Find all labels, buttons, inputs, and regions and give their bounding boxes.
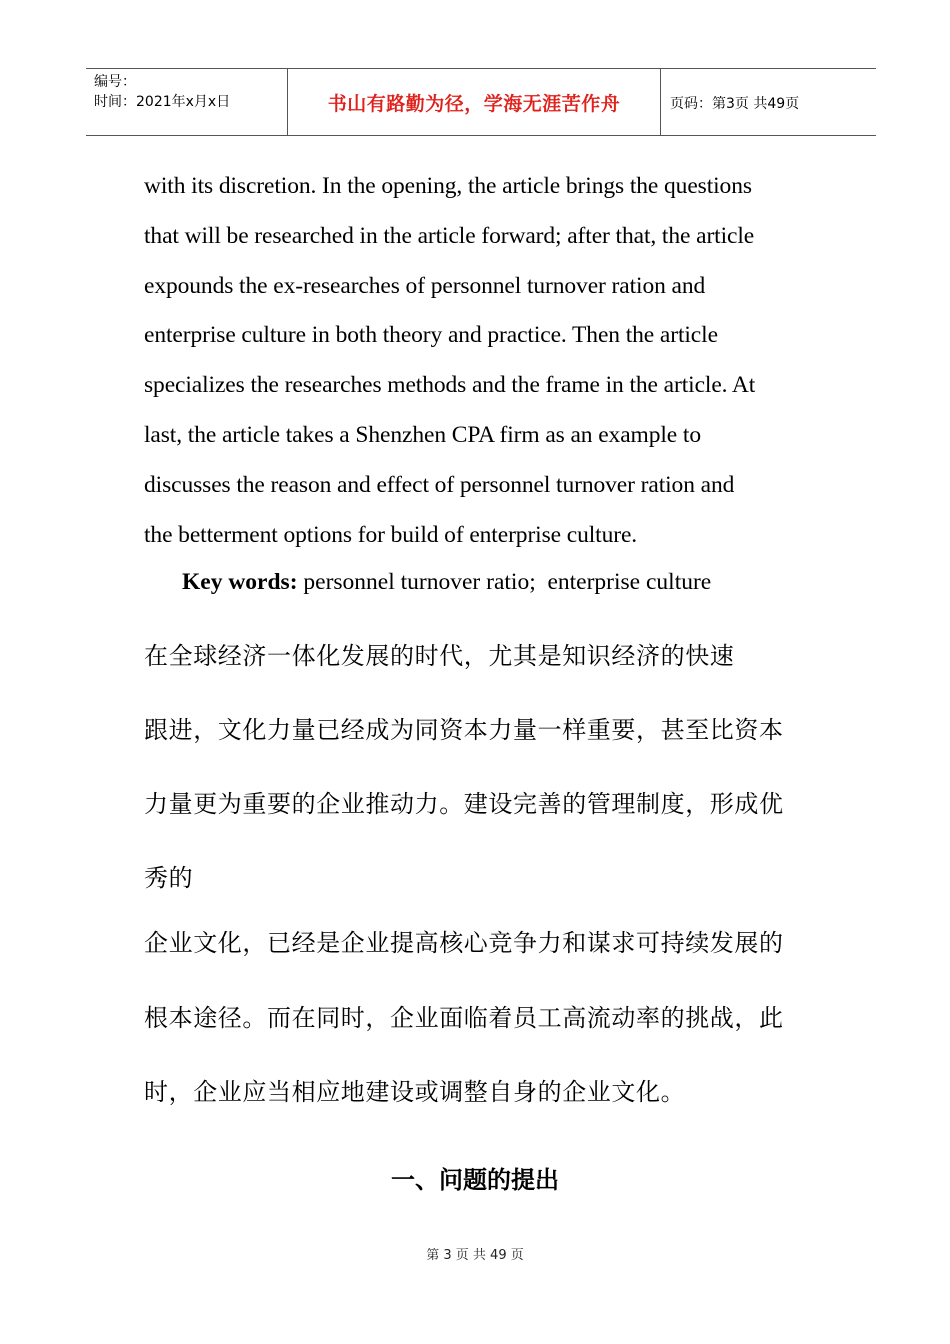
- abstract-line: expounds the ex-researches of personnel turnover ration and: [144, 272, 706, 299]
- abstract-line: enterprise culture in both theory and practice. Then the article: [144, 322, 718, 349]
- abstract-line: discusses the reason and effect of personnel turnover ration and: [144, 471, 735, 498]
- body-line: 秀的: [144, 864, 194, 892]
- section-heading: 一、问题的提出: [391, 1166, 559, 1194]
- body-line: 跟进，文化力量已经成为同资本力量一样重要，甚至比资本: [144, 716, 784, 744]
- body-line: 时，企业应当相应地建设或调整自身的企业文化。: [144, 1078, 686, 1106]
- abstract-line: that will be researched in the article forward; after that, the article: [144, 222, 755, 249]
- keywords: [182, 562, 711, 602]
- serial-number-label: 编号：: [94, 74, 136, 90]
- body-line: 力量更为重要的企业推动力。建设完善的管理制度，形成优: [144, 790, 784, 818]
- header-motto: 书山有路勤为径，学海无涯苦作舟: [327, 93, 621, 115]
- body-line: 企业文化，已经是企业提高核心竞争力和谋求可持续发展的: [144, 929, 784, 957]
- abstract-line: the betterment options for build of enterprise culture.: [144, 521, 638, 548]
- body-line: 根本途径。而在同时，企业面临着员工高流动率的挑战，此: [144, 1004, 784, 1032]
- page-footer: 第 3 页 共 49 页: [426, 1248, 524, 1263]
- header-page-number: 页码：第3页 共49页: [670, 95, 800, 112]
- date-label: 时间：2021年x月x日: [94, 94, 231, 110]
- keywords-label: Key words:: [182, 569, 298, 595]
- header-divider: [660, 69, 661, 135]
- english-abstract: [144, 162, 824, 560]
- abstract-line: with its discretion. In the opening, the article brings the questions: [144, 173, 752, 199]
- abstract-line: specializes the researches methods and the frame in the article. At: [144, 372, 756, 399]
- abstract-line: last, the article takes a Shenzhen CPA firm as an example to: [144, 421, 701, 448]
- page-header: [86, 68, 876, 136]
- body-line: 在全球经济一体化发展的时代，尤其是知识经济的快速: [144, 642, 735, 670]
- header-meta: [94, 72, 230, 112]
- keywords-text: personnel turnover ratio; enterprise culture: [297, 569, 712, 595]
